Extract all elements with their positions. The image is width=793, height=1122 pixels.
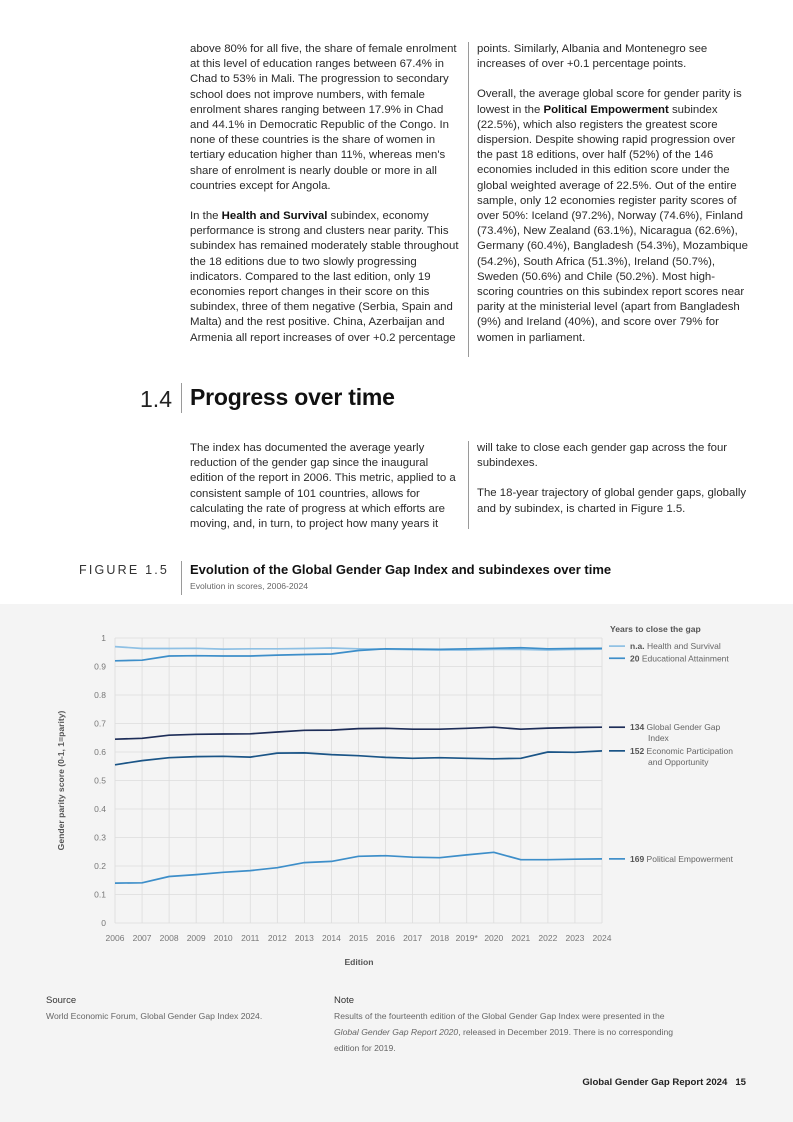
note-text	[334, 1008, 754, 1056]
paragraph: above 80% for all five, the share of female enrolment at this level of education ranges between 67.4% in Chad to 53% in Mali. The progression to secondary school does not improve numbers, with female enrolment shares ranging between 17.9% in Chad and 44.1% in Democratic Republic of the Congo. In none of these countries is the share of women in tertiary education higher than 11%, whereas men's share of enrolment is nearly double or more in all countries except for Angola.	[190, 43, 457, 192]
paragraph: In the Health and Survival subindex, economy performance is strong and clusters near parity. This subindex has remained moderately stable throughout the 18 editions due to two slowly progressing indicators. Compared to the last edition, only 19 economies report changes in their score on this subindex, three of them negative (Serbia, Spain and Malta) and the rest positive. China, Azerbaijan and Armenia all report increases of over +0.2 percentage	[190, 210, 459, 344]
x-tick-label: 2022	[538, 933, 558, 943]
line-chart	[0, 604, 793, 994]
x-tick-label: 2024	[592, 933, 612, 943]
legend-entry	[630, 653, 729, 663]
x-tick-label: 2013	[294, 933, 314, 943]
source-text: World Economic Forum, Global Gender Gap Index 2024.	[46, 1011, 263, 1021]
note-line: Global Gender Gap Report 2020, released in December 2019. There is no corresponding	[334, 1027, 674, 1037]
legend-label: Global Gender Gap	[646, 722, 721, 733]
legend-label-cont: and Opportunity	[648, 756, 709, 767]
paragraph: points. Similarly, Albania and Montenegro see increases of over +0.1 percentage points.	[477, 43, 708, 71]
legend-entry	[630, 854, 734, 864]
y-tick-label: 0.8	[94, 690, 106, 700]
x-tick-label: 2010	[213, 933, 233, 943]
x-tick-label: 2016	[376, 933, 396, 943]
page-footer	[582, 1077, 746, 1088]
x-tick-label: 2011	[241, 933, 260, 943]
x-tick-label: 2012	[267, 933, 287, 943]
figure-subtitle: Evolution in scores, 2006-2024	[190, 581, 309, 591]
column-divider	[468, 42, 469, 357]
y-tick-label: 0.2	[94, 861, 106, 871]
y-tick-label: 0.1	[94, 889, 106, 900]
x-tick-label: 2015	[349, 933, 368, 943]
source-heading: Source	[46, 995, 77, 1006]
legend-entry	[630, 722, 721, 743]
y-axis-label: Gender parity score (0-1, 1=parity)	[56, 710, 66, 851]
paragraph: The 18-year trajectory of global gender gaps, globally and by subindex, is charted in Figure 1.5.	[477, 487, 747, 515]
figure-title: Evolution of the Global Gender Gap Index and subindexes over time	[190, 562, 612, 577]
paragraph: Overall, the average global score for gender parity is lowest in the Political Empowerment subindex (22.5%), which also registers the greatest score dispersion. Despite showing rapid progression over the past 18 editions, over half (52%) of the 146 economies included in this edition score under the global weighted average of 22.5%. Out of the entire sample, only 12 economies register parity scores of over 50%: Iceland (97.2%), Norway (74.6%), Finland (73.4%), New Zealand (63.1%), Nicaragua (62.6%), Germany (60.4%), Bangladesh (54.3%), Mozambique (54.2%), South Africa (51.3%), Ireland (50.7%), Sweden (50.6%) and Chile (50.2%). Most high-scoring countries on this subindex report scores near parity at the ministerial level (apart from Bangladesh (9%) and Ireland (40%), and score over 79% for women in parliament.	[477, 88, 748, 344]
legend-years: 169	[630, 853, 647, 864]
figure-divider	[181, 561, 182, 595]
section-column-right	[477, 441, 749, 532]
legend-label: Health and Survival	[647, 641, 721, 652]
legend-title: Years to close the gap	[610, 624, 701, 634]
note-line: Results of the fourteenth edition of the Global Gender Gap Index were presented in the	[334, 1011, 665, 1021]
y-tick-label: 0.3	[94, 832, 106, 843]
x-tick-label: 2014	[321, 933, 341, 943]
legend-label-cont: Index	[648, 733, 669, 744]
paragraph: will take to close each gender gap across the four subindexes.	[477, 442, 728, 470]
x-tick-label: 2006	[105, 933, 125, 943]
section-column-left	[190, 441, 461, 547]
y-tick-label: 0.7	[94, 718, 106, 729]
legend-label: Educational Attainment	[641, 653, 729, 664]
paragraph: The index has documented the average yearly reduction of the gender gap since the inaugural edition of the report in 2006. This metric, applied to a consistent sample of 101 countries, allows for calculating the rate of progress at which efforts are moving, and, in turn, to project how many years it	[190, 442, 456, 531]
legend-years: 134	[630, 722, 647, 733]
legend-entry	[630, 641, 721, 651]
legend-years: n.a.	[630, 641, 648, 652]
x-tick-label: 2009	[186, 933, 206, 943]
y-tick-label: 0.5	[94, 775, 106, 786]
section-title: Progress over time	[190, 384, 395, 410]
body-column-right	[477, 42, 749, 361]
section-divider	[181, 383, 182, 413]
x-axis-label: Edition	[344, 957, 374, 967]
note-line: edition for 2019.	[334, 1043, 396, 1053]
y-tick-label: 0.9	[94, 661, 106, 672]
legend-years: 20	[630, 653, 642, 664]
x-tick-label: 2021	[511, 933, 531, 943]
body-column-left	[190, 42, 461, 361]
x-tick-label: 2008	[159, 933, 179, 943]
y-tick-label: 1	[101, 633, 106, 643]
figure-label: FIGURE 1.5	[79, 563, 170, 577]
column-divider	[468, 441, 469, 529]
page-number: 15	[735, 1077, 746, 1088]
x-tick-label: 2007	[132, 933, 152, 943]
report-name: Global Gender Gap Report 2024	[582, 1077, 728, 1088]
x-tick-label: 2018	[430, 933, 450, 943]
x-tick-label: 2020	[484, 933, 504, 943]
y-tick-label: 0.6	[94, 747, 106, 757]
section-number: 1.4	[140, 386, 172, 412]
x-tick-label: 2023	[565, 933, 585, 943]
y-tick-label: 0	[101, 918, 106, 928]
x-tick-label: 2017	[403, 933, 423, 943]
legend-label: Economic Participation	[646, 745, 734, 756]
legend-years: 152	[630, 745, 647, 756]
legend-label: Political Empowerment	[646, 853, 733, 864]
y-tick-label: 0.4	[94, 804, 106, 814]
x-tick-label: 2019*	[455, 933, 478, 943]
legend-entry	[630, 746, 733, 767]
note-heading: Note	[334, 995, 355, 1006]
